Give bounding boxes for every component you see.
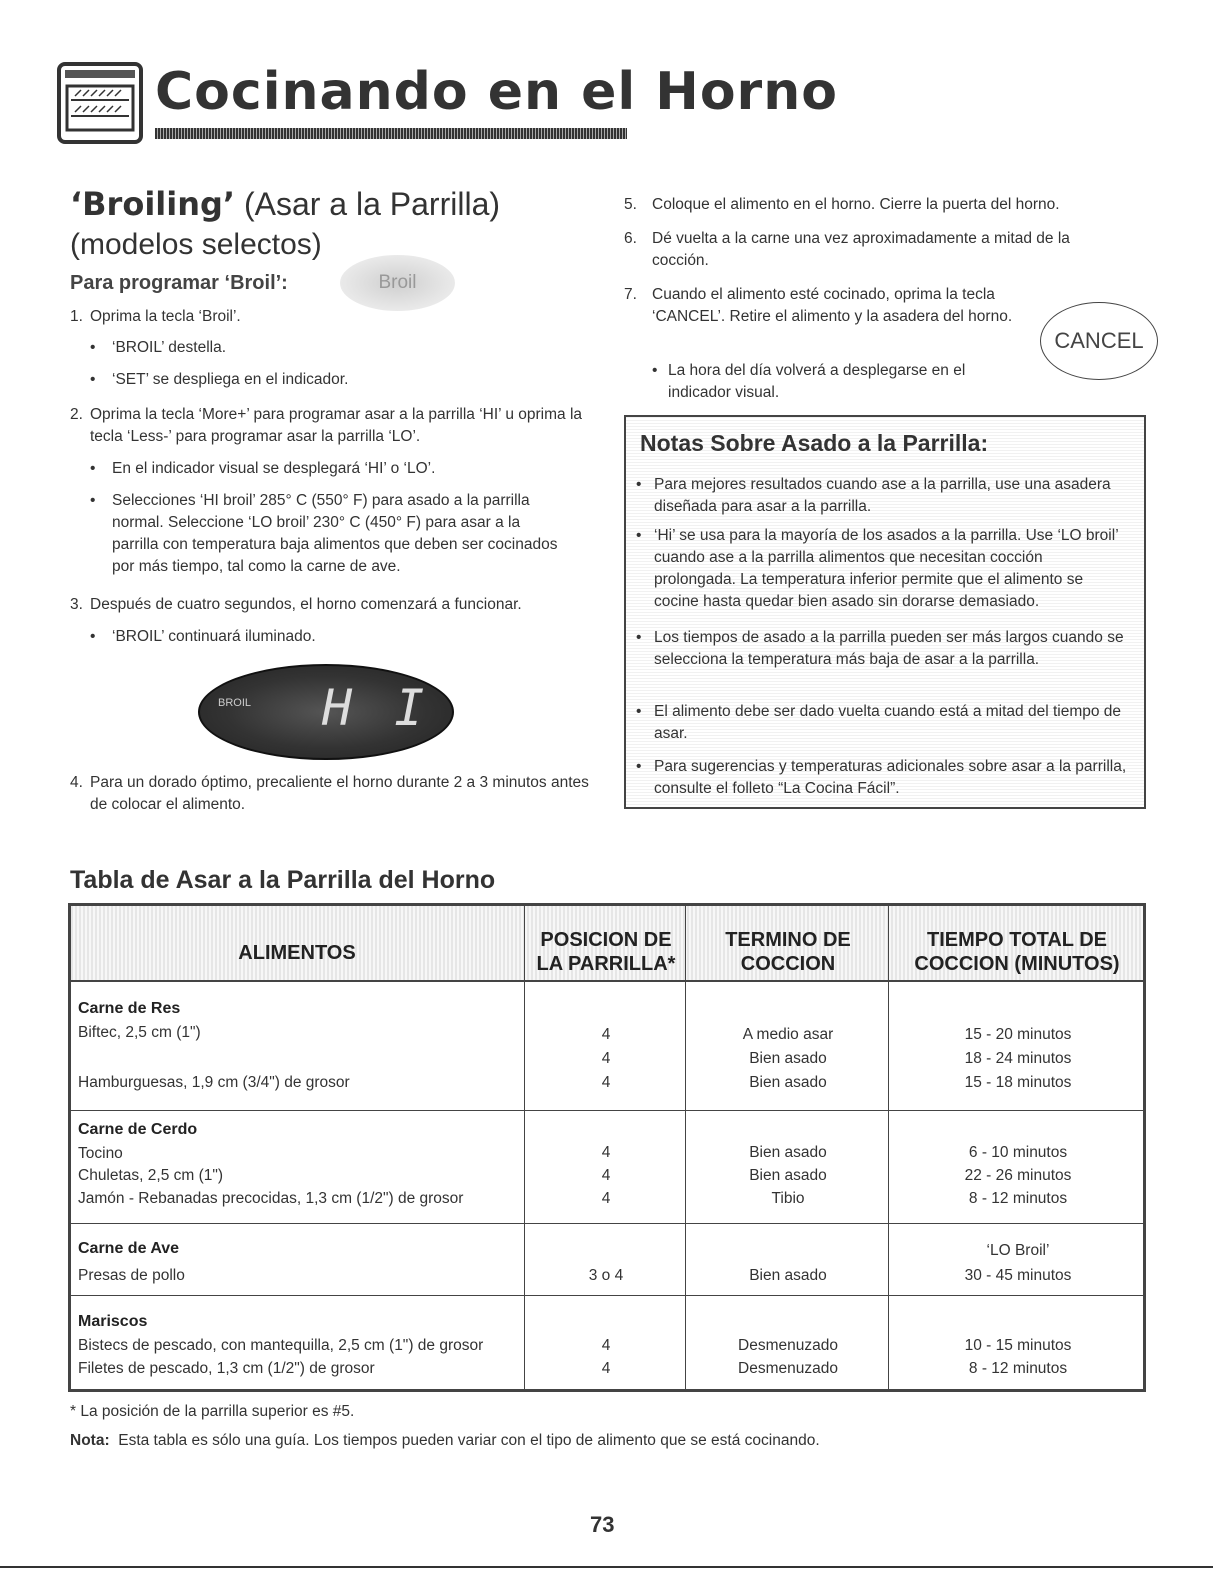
table-cell: Biftec, 2,5 cm (1") [78, 1024, 201, 1041]
header-doneness: TERMINO DE COCCION [725, 929, 851, 975]
table-cell: 10 - 15 minutos [964, 1337, 1072, 1354]
header-position: POSICION DE LA PARRILLA* [536, 929, 676, 975]
table-cell: 8 - 12 minutos [968, 1360, 1068, 1377]
step-2: 2. Oprima la tecla ‘More+’ para programar asar a la parrilla ‘HI’ u oprima la tecla ‘Less-’ para programar asar la parrilla ‘LO’. [70, 406, 583, 445]
row-divider [71, 1295, 1143, 1296]
table-cell: 18 - 24 minutos [964, 1050, 1072, 1067]
table-cell: Filetes de pescado, 1,3 cm (1/2") de grosor [78, 1360, 375, 1377]
step-text: Oprima la tecla ‘Broil’. [90, 308, 241, 325]
table-cell: Desmenuzado [738, 1337, 838, 1354]
step-4: 4. Para un dorado óptimo, precaliente el horno durante 2 a 3 minutos antes de colocar el alimento. [70, 774, 589, 813]
step-5: 5. Coloque el alimento en el horno. Cierre la puerta del horno. [624, 196, 1060, 213]
table-cell: 4 [601, 1190, 611, 1207]
page-number: 73 [590, 1512, 615, 1537]
header-food: ALIMENTOS [238, 942, 356, 964]
row-divider [71, 1223, 1143, 1224]
table-cell: Tocino [78, 1145, 123, 1162]
display-value: H I [322, 679, 431, 737]
group-heading: Mariscos [78, 1313, 148, 1330]
note-label: Nota: [70, 1432, 110, 1449]
group-heading: Carne de Ave [78, 1240, 180, 1257]
cancel-key: CANCEL [1040, 302, 1158, 380]
note-item: • ‘Hi’ se usa para la mayoría de los asados a la parrilla. Use ‘LO broil’ cuando ase a la parrilla alimentos que necesitan cocción prolongada. La temperatura inferior permite que el alimento se cocine hasta quedar bien asado sin dorarse demasiado. [636, 527, 1119, 610]
row-divider [71, 1110, 1143, 1111]
program-title: Para programar ‘Broil’: [70, 272, 288, 294]
table-cell: Bistecs de pescado, con mantequilla, 2,5 cm (1") de grosor [78, 1337, 484, 1354]
table-cell: 4 [601, 1144, 611, 1161]
table-cell: 30 - 45 minutos [964, 1267, 1072, 1284]
table-cell: 6 - 10 minutos [968, 1144, 1068, 1161]
table-cell: Bien asado [749, 1144, 827, 1161]
table-cell: Presas de pollo [78, 1267, 185, 1284]
note-text: Esta tabla es sólo una guía. Los tiempos pueden variar con el tipo de alimento que se está cocinando. [118, 1432, 820, 1449]
table-cell: 4 [601, 1074, 611, 1091]
group-heading: Carne de Cerdo [78, 1121, 198, 1138]
table-cell: 4 [601, 1026, 611, 1043]
table-cell: ‘LO Broil’ [986, 1242, 1050, 1259]
group-heading: Carne de Res [78, 1000, 181, 1017]
bullet-item: • Selecciones ‘HI broil’ 285° C (550° F) para asado a la parrilla normal. Seleccione ‘LO broil’ 230° C (450° F) para asar a la parrilla con temperatura baja alimentos que deben ser cocinados por más tiempo, tal como la carne de ave. [90, 492, 558, 575]
table-title: Tabla de Asar a la Parrilla del Horno [70, 866, 496, 894]
table-note [70, 1432, 820, 1450]
table-cell: 4 [601, 1360, 611, 1377]
section-title [70, 186, 500, 222]
table-cell: Desmenuzado [738, 1360, 838, 1377]
table-cell: 4 [601, 1167, 611, 1184]
table-cell: Hamburguesas, 1,9 cm (3/4") de grosor [78, 1074, 350, 1091]
note-item: • Los tiempos de asado a la parrilla pueden ser más largos cuando se selecciona la temperatura más baja de asar a la parrilla. [636, 629, 1124, 668]
table-cell: 4 [601, 1050, 611, 1067]
footnote: * La posición de la parrilla superior es #5. [70, 1403, 355, 1420]
table-cell: 4 [601, 1337, 611, 1354]
header-divider [155, 128, 627, 139]
table-cell: 15 - 20 minutos [964, 1026, 1072, 1043]
bottom-rule [0, 1566, 1213, 1568]
bullet-item: • ‘BROIL’ destella. [90, 339, 227, 356]
table-cell: 15 - 18 minutos [964, 1074, 1072, 1091]
table-cell: Tibio [771, 1190, 805, 1207]
note-item: • El alimento debe ser dado vuelta cuando está a mitad del tiempo de asar. [636, 703, 1122, 742]
table-cell: Jamón - Rebanadas precocidas, 1,3 cm (1/2") de grosor [78, 1190, 464, 1207]
bullet-item: • La hora del día volverá a desplegarse en el indicador visual. [652, 362, 966, 401]
section-subtitle: (modelos selectos) [70, 228, 322, 261]
table-cell: Bien asado [749, 1074, 827, 1091]
notes-title: Notas Sobre Asado a la Parrilla: [640, 430, 989, 456]
broil-key: Broil [340, 255, 455, 311]
step-3: 3. Después de cuatro segundos, el horno comenzará a funcionar. [70, 596, 522, 613]
step-7: 7. Cuando el alimento esté cocinado, oprima la tecla ‘CANCEL’. Retire el alimento y la asadera del horno. [624, 286, 1013, 325]
table-cell: Bien asado [749, 1167, 827, 1184]
table-cell: 22 - 26 minutos [964, 1167, 1072, 1184]
table-cell: Bien asado [749, 1267, 827, 1284]
display-label: BROIL [218, 697, 252, 709]
note-item: • Para sugerencias y temperaturas adicionales sobre asar a la parrilla, consulte el folleto “La Cocina Fácil”. [636, 758, 1127, 797]
section-title-rest: (Asar a la Parrilla) [243, 186, 501, 222]
section-title-main: ‘Broiling’ [70, 185, 236, 223]
bullet-item: • En el indicador visual se desplegará ‘HI’ o ‘LO’. [90, 460, 436, 477]
table-cell: 8 - 12 minutos [968, 1190, 1068, 1207]
bullet-item: • ‘SET’ se despliega en el indicador. [90, 371, 349, 388]
bullet-item: • ‘BROIL’ continuará iluminado. [90, 628, 316, 645]
note-item: • Para mejores resultados cuando ase a la parrilla, use una asadera diseñada para asar a la parrilla. [636, 476, 1111, 515]
table-cell: 3 o 4 [588, 1267, 624, 1284]
oven-icon [57, 62, 143, 144]
table-cell: A medio asar [742, 1026, 834, 1043]
column-divider [524, 906, 525, 1390]
page-title: Cocinando en el Horno [155, 62, 838, 122]
table-cell: Bien asado [749, 1050, 827, 1067]
header-time: TIEMPO TOTAL DE COCCION (MINUTOS) [914, 929, 1120, 975]
table-cell: Chuletas, 2,5 cm (1") [78, 1167, 224, 1184]
step-6: 6. Dé vuelta a la carne una vez aproximadamente a mitad de la cocción. [624, 230, 1070, 269]
step-1 [70, 306, 590, 328]
step-number: 1. [70, 308, 83, 325]
